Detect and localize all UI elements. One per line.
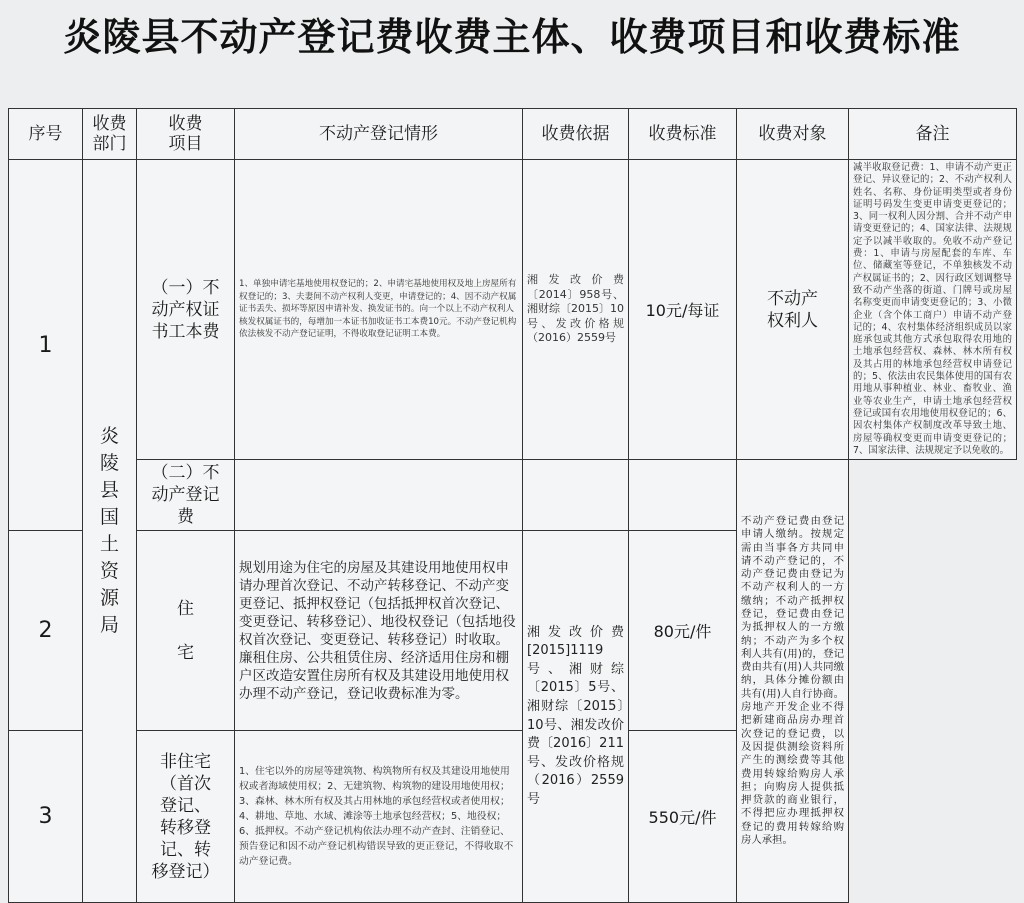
empty-cell [235,460,523,531]
item-certificate-fee: （一）不 动产权证 书工本费 [137,160,235,460]
dept-cell: 炎 陵 县 国 土 资 源 局 [83,160,137,903]
situation-certificate: 1、单独申请宅基地使用权登记的；2、申请宅基地使用权及地上房屋所有权登记的；3、夫妻间不动产权利人变更，申请登记的；4、因不动产权属证书丢失、损坏等原因申请补发、换发证书的。向一个以上不动产权利人核发权属证书的，每增加一本证书加收证书工本费10元。不动产登记机构依法核发不动产登记证明，不得收取登记证明工本费。 [235,160,523,460]
situation-residential: 规划用途为住宅的房屋及其建设用地使用权申请办理首次登记、不动产转移登记、不动产变更登记、抵押权登记（包括抵押权首次登记、变更登记、转移登记）、地役权登记（包括地役权首次登记、变更登记、转移登记）时收取。廉租住房、公共租赁住房、经济适用住房和棚户区改造安置住房所有权及其建设用地使用权办理不动产登记，登记收费标准为零。 [235,531,523,731]
header-dept: 收费 部门 [83,109,137,160]
empty-cell [629,460,737,531]
row-seq-2: 2 [9,531,83,731]
basis-registration: 湘发改价费[2015]1119号、湘财综〔2015〕5号、湘财综〔2015〕10号、湘发改价费〔2016〕211号、发改价格规（2016）2559号 [523,531,629,903]
table-row [9,731,1017,903]
fee-certificate: 10元/每证 [629,160,737,460]
page-title: 炎陵县不动产登记费收费主体、收费项目和收费标准 [63,15,961,59]
target-certificate: 不动产 权利人 [737,160,849,460]
header-basis: 收费依据 [523,109,629,160]
header-fee: 收费标准 [629,109,737,160]
header-situation: 不动产登记情形 [235,109,523,160]
situation-non-residential: 1、住宅以外的房屋等建筑物、构筑物所有权及其建设用地使用权或者海域使用权；2、无建筑物、构筑物的建设用地使用权；3、森林、林木所有权及其占用林地的承包经营权或者使用权；4、耕地、草地、水域、滩涂等土地承包经营权；5、地役权；6、抵押权。不动产登记机构依法办理不动产查封、注销登记、预告登记和因不动产登记机构错误导致的更正登记，不得收取不动产登记费。 [235,731,523,903]
item-residential: 住 宅 [137,531,235,731]
header-row [9,109,1017,160]
header-remark: 备注 [849,109,1017,160]
header-target: 收费对象 [737,109,849,160]
fee-table [8,108,1017,903]
target-registration: 不动产登记费由登记申请人缴纳。按规定需由当事各方共同申请不动产登记的，不动产登记费由登记为不动产权利人的一方缴纳；不动产抵押权登记，登记费由登记为抵押权人的一方缴纳；不动产为多个权利人共有(用)的，登记费由共有(用)人共同缴纳，具体分摊份额由共有(用)人自行协商。房地产开发企业不得把新建商品房办理首次登记的登记费，以及因提供测绘资料所产生的测绘费等其他费用转嫁给购房人承担；向购房人提供抵押贷款的商业银行，不得把应办理抵押权登记的费用转嫁给购房人承担。 [737,460,849,903]
row-seq-3: 3 [9,731,83,903]
header-seq: 序号 [9,109,83,160]
item-registration-fee: （二）不 动产登记 费 [137,460,235,531]
row-seq-1: 1 [9,160,83,531]
fee-residential: 80元/件 [629,531,737,731]
remark-cell: 减半收取登记费：1、申请不动产更正登记、异议登记的；2、不动产权利人姓名、名称、身份证明类型或者身份证明号码发生变更申请变更登记的；3、同一权利人因分割、合并不动产申请变更登记的；4、国家法律、法规规定予以减半收取的。免收不动产登记费：1、申请与房屋配套的车库、车位、储藏室等登记，不单独核发不动产权属证书的；2、因行政区划调整导致不动产坐落的街道、门牌号或房屋名称变更而申请变更登记的；3、小微企业（含个体工商户）申请不动产登记的；4、农村集体经济组织成员以家庭承包或其他方式承包取得农用地的土地承包经营权、森林、林木所有权及其占用的林地承包经营权申请登记的；5、依法由农民集体使用的国有农用地从事种植业、林业、畜牧业、渔业等农业生产，申请土地承包经营权登记或国有农用地使用权登记的；6、因农村集体产权制度改革导致土地、房屋等确权变更而申请变更登记的；7、国家法律、法规规定予以免收的。 [849,160,1017,460]
fee-non-residential: 550元/件 [629,731,737,903]
header-item: 收费 项目 [137,109,235,160]
table-row [9,460,1017,531]
table-row [9,531,1017,731]
basis-certificate: 湘发改价费〔2014〕958号、湘财综〔2015〕10号、发改价格规（2016）2559号 [523,160,629,460]
table-row [9,160,1017,460]
item-non-residential: 非住宅 （首次 登记、 转移登 记、转 移登记） [137,731,235,903]
empty-cell [523,460,629,531]
